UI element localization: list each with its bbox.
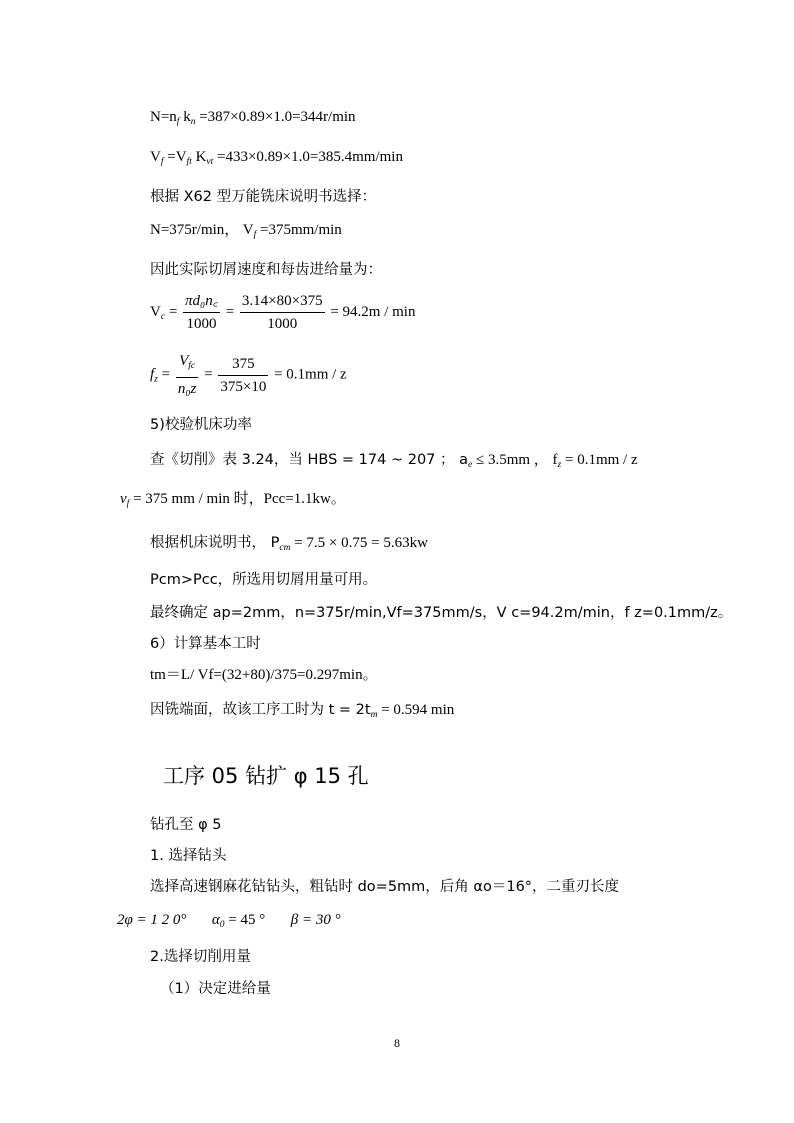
- spindle-speed-formula: [150, 107, 356, 132]
- work-time-line: [150, 700, 454, 725]
- denominator: 375×10: [220, 378, 267, 395]
- subscript: ft: [186, 157, 192, 167]
- section-label: 5)校验机床功率: [150, 417, 252, 433]
- text: K: [191, 149, 207, 165]
- paragraph: 最终确定 ap=2mm，n=375r/min,Vf=375mm/s，V c=94.2m/min，f z=0.1mm/z。: [150, 605, 733, 621]
- angle-line: [117, 910, 341, 935]
- fraction: [218, 355, 268, 396]
- paragraph: 根据 X62 型万能铣床说明书选择：: [150, 189, 377, 205]
- fraction: [176, 352, 199, 398]
- result: = 0.1mm / z: [274, 366, 347, 383]
- text: = 45 °: [224, 912, 266, 928]
- text: V: [150, 149, 161, 165]
- text: f: [150, 366, 155, 383]
- subscript: 0: [219, 920, 225, 930]
- fraction: [240, 292, 325, 333]
- text: = 7.5 × 0.75 = 5.63kw: [290, 535, 428, 551]
- text: β = 30 °: [290, 912, 341, 928]
- text: = 375 mm / min 时，Pcc=1.1kw。: [129, 491, 346, 507]
- denominator: n₀z: [177, 381, 197, 397]
- subscript: cm: [279, 543, 291, 553]
- paragraph: 因此实际切屑速度和每齿进给量为：: [150, 262, 382, 278]
- subscript: m: [370, 710, 378, 720]
- text: V: [150, 303, 161, 320]
- text: α: [211, 912, 220, 928]
- subscript: e: [468, 460, 473, 470]
- paragraph: tm＝L/ Vf=(32+80)/375=0.297min。: [150, 667, 378, 683]
- text: =375mm/min: [256, 222, 342, 238]
- text: N=375r/min， V: [150, 222, 254, 238]
- text: =V: [163, 149, 187, 165]
- page-number: 8: [394, 1036, 400, 1050]
- text: =387×0.89×1.0=344r/min: [195, 109, 356, 125]
- section-label: 1. 选择钻头: [150, 848, 227, 864]
- selected-params-line: [150, 220, 342, 245]
- text: 2φ = 1 2 0°: [117, 912, 187, 928]
- numerator: 3.14×80×375: [240, 292, 325, 313]
- text: 因铣端面，故该工序工时为 t = 2t: [150, 702, 371, 718]
- text: v: [120, 491, 127, 507]
- subscript: f: [253, 230, 257, 240]
- power-line: [120, 489, 346, 514]
- text: = 0.594 min: [377, 702, 455, 718]
- numerator: πd₀n꜀: [183, 292, 220, 313]
- subscript: f: [126, 499, 130, 509]
- section-label: 6）计算基本工时: [150, 636, 261, 652]
- subscript: fc: [188, 361, 196, 371]
- feed-speed-formula: [150, 147, 403, 172]
- denominator: 1000: [186, 316, 217, 332]
- text: 根据机床说明书， P: [150, 535, 280, 551]
- paragraph: Pcm>Pcc，所选用切屑用量可用。: [150, 572, 378, 588]
- numerator: V: [179, 353, 189, 369]
- fraction: [183, 292, 220, 333]
- subscript: vt: [206, 157, 214, 167]
- text: 查《切削》表 3.24，当 HBS = 174 ~ 207 ； a: [150, 452, 468, 468]
- subscript: c: [160, 311, 166, 322]
- text: = 0.1mm / z: [561, 452, 638, 468]
- denominator: 1000: [267, 316, 298, 332]
- section-heading: 工序 05 钻扩 φ 15 孔: [163, 764, 369, 788]
- machine-power-line: [150, 533, 428, 558]
- subscript: z: [154, 374, 158, 385]
- subscript: n: [190, 117, 196, 127]
- lookup-line: [150, 450, 638, 475]
- result: = 94.2m / min: [330, 303, 416, 320]
- subscript: f: [160, 157, 164, 167]
- subscript: z: [557, 460, 562, 470]
- numerator: 375: [218, 355, 268, 376]
- section-label: （1）决定进给量: [160, 981, 271, 997]
- text: ≤ 3.5mm ， f: [472, 452, 558, 468]
- feed-per-tooth-equation: $f_z$ = $\frac{V_{fc}}{\text{n₀z}}$ = $\frac{375}{375\times 10}$ = 0.1mm / z: [150, 353, 347, 397]
- text: =433×0.89×1.0=385.4mm/min: [213, 149, 403, 165]
- text: N=n: [150, 109, 177, 125]
- text: k: [179, 109, 191, 125]
- cutting-speed-equation: $V_c$ = $\frac{\text{πd₀n꜀}}{1000}$ = $\frac{3.14\times 80\times 375}{1000}$ = 94.2m / min: [150, 293, 416, 332]
- paragraph: 选择高速钢麻花钻钻头，粗钻时 do=5mm，后角 αo＝16°，二重刃长度: [150, 879, 620, 895]
- paragraph: 钻孔至 φ 5: [150, 817, 222, 833]
- subscript: f: [176, 117, 180, 127]
- section-label: 2.选择切削用量: [150, 949, 251, 965]
